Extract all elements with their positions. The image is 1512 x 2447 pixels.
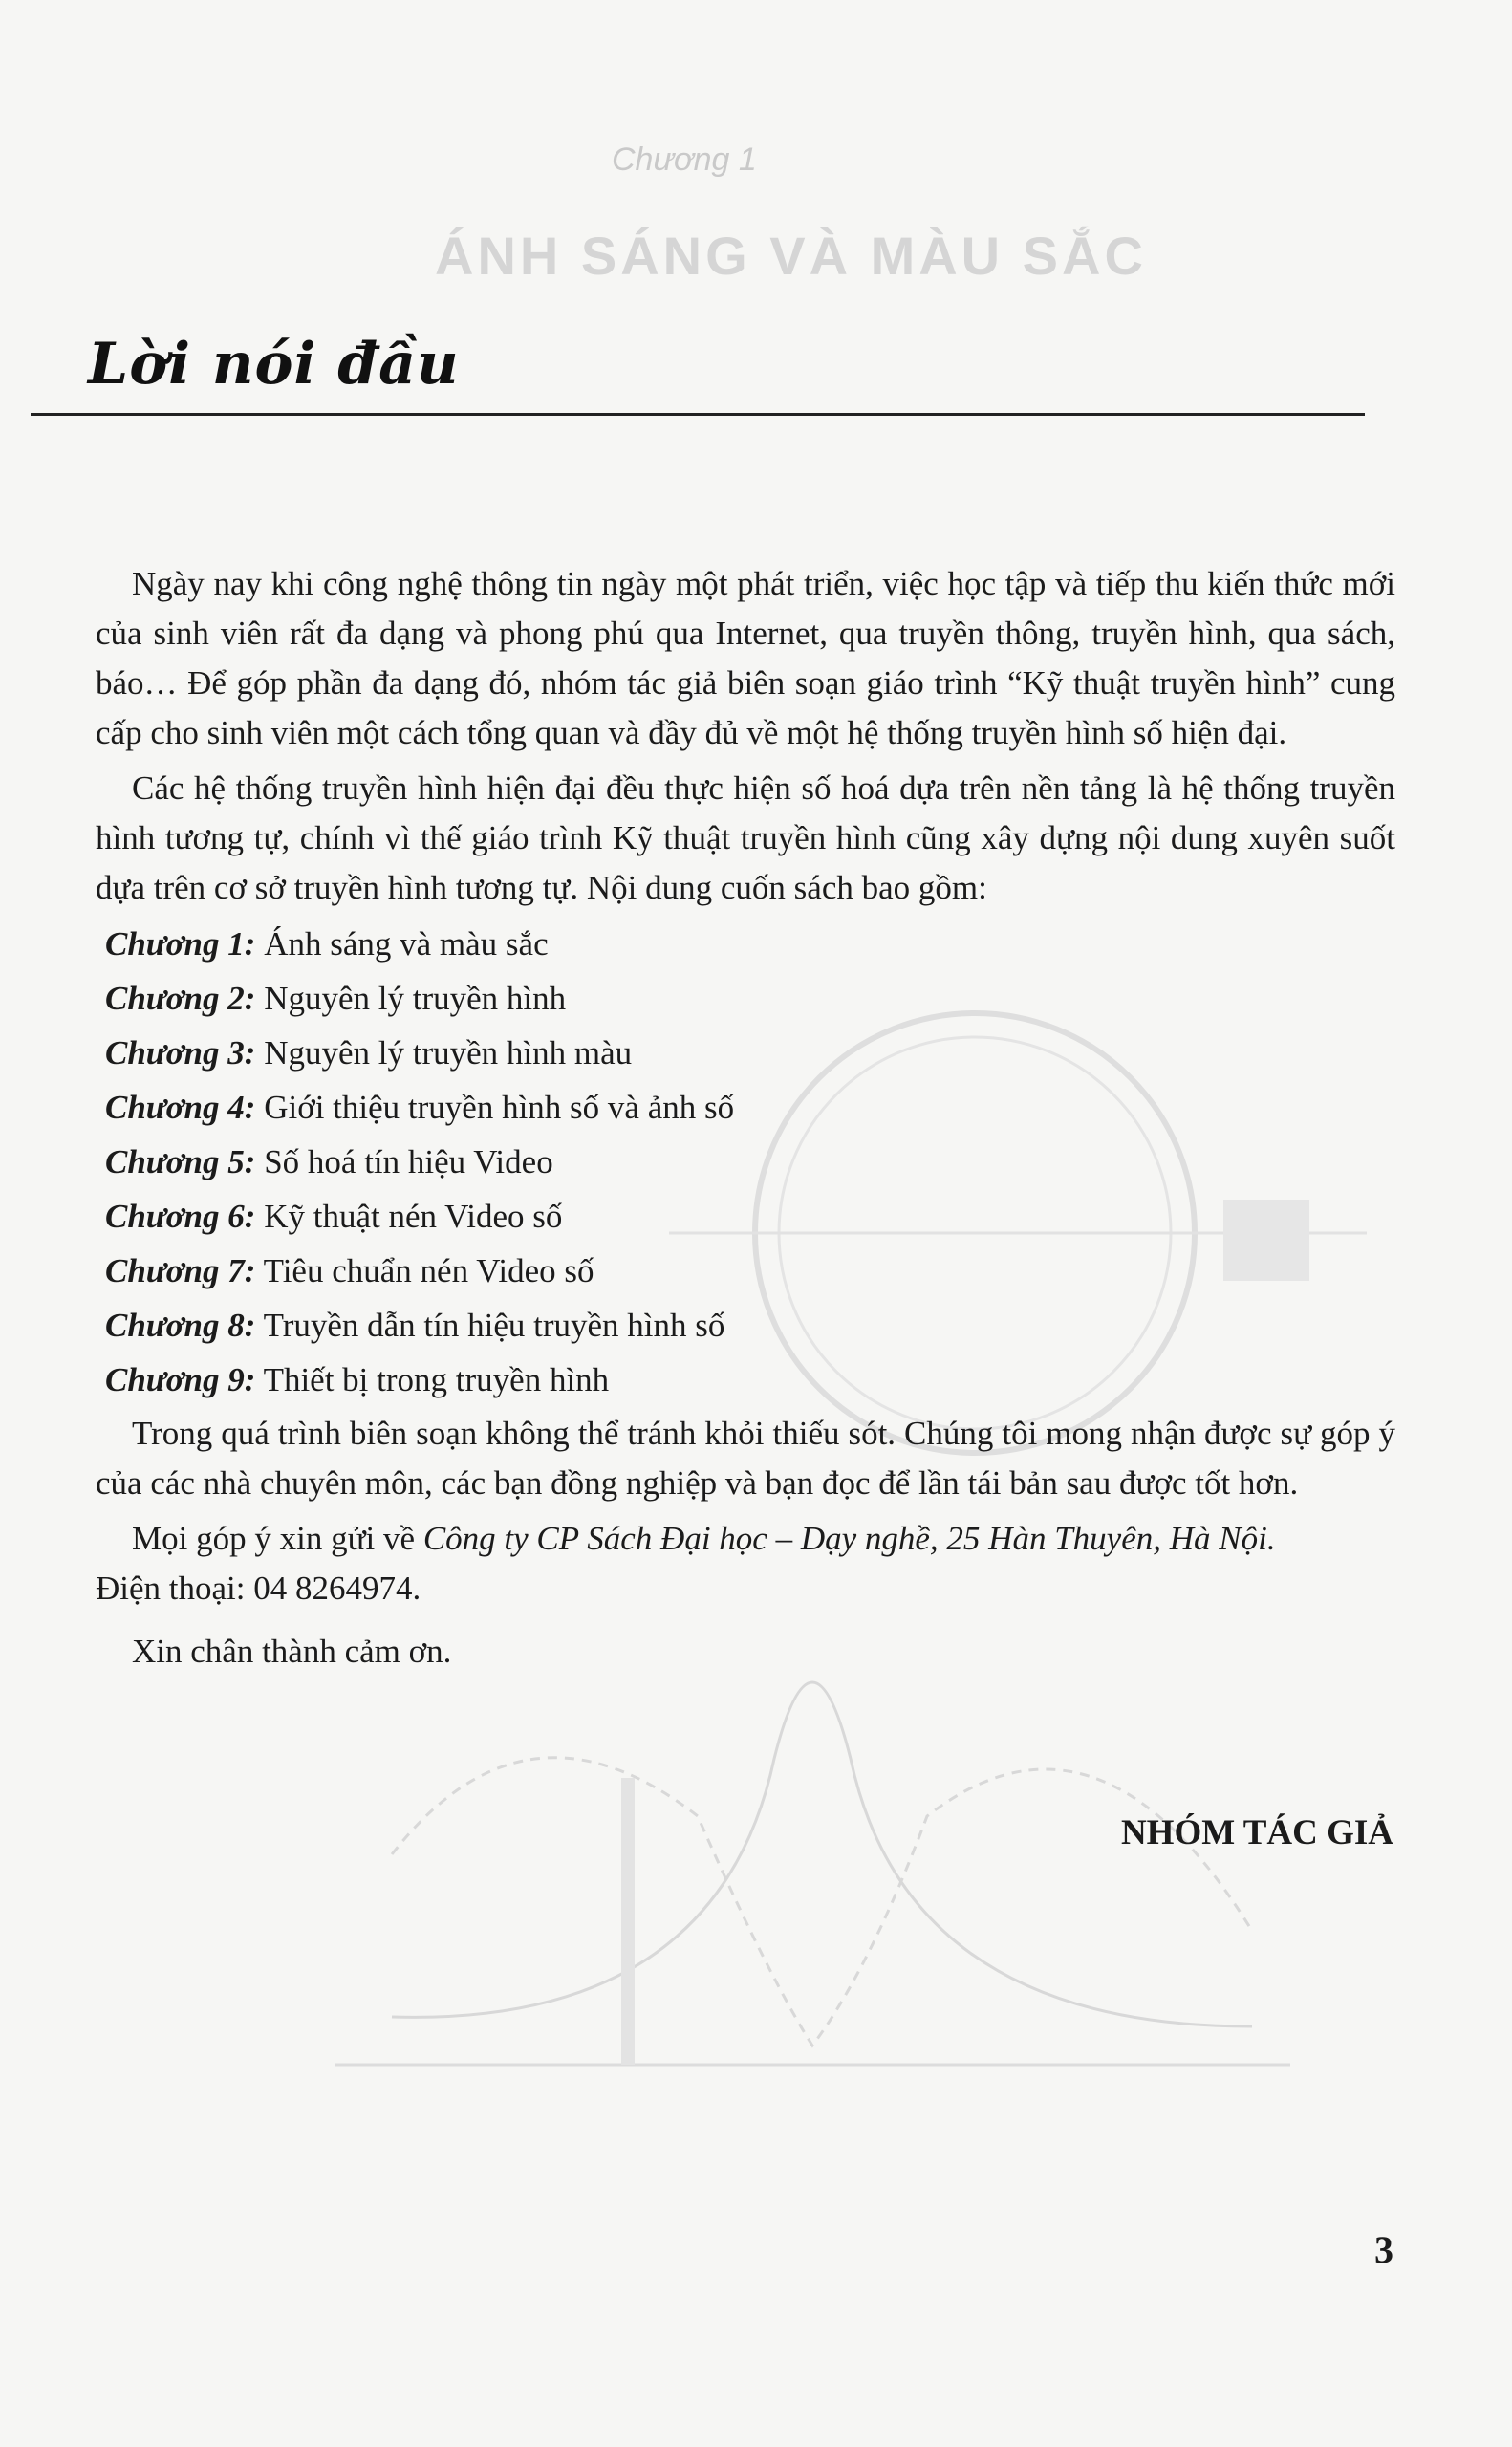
chapter-label: Chương 3:	[105, 1034, 256, 1072]
chapter-label: Chương 4:	[105, 1089, 256, 1126]
contact-prefix: Mọi góp ý xin gửi về	[132, 1520, 423, 1557]
page-number: 3	[1374, 2228, 1393, 2271]
preface-heading: Lời nói đầu	[88, 331, 460, 398]
show-through-chapter: Chương 1	[612, 141, 757, 178]
chapter-title: Thiết bị trong truyền hình	[263, 1361, 610, 1398]
chapter-list	[96, 917, 1395, 1407]
paragraph-thanks: Xin chân thành cảm ơn.	[132, 1633, 452, 1670]
chapter-label: Chương 1:	[105, 925, 256, 963]
chapter-item	[105, 1298, 1395, 1353]
chapter-label: Chương 2:	[105, 980, 256, 1017]
chapter-title: Giới thiệu truyền hình số và ảnh số	[264, 1089, 735, 1126]
chapter-item	[105, 1244, 1395, 1298]
chapter-title: Nguyên lý truyền hình màu	[264, 1034, 633, 1072]
chapter-label: Chương 7:	[105, 1252, 256, 1289]
chapter-item	[105, 1353, 1395, 1407]
contact-phone: Điện thoại: 04 8264974.	[96, 1570, 421, 1607]
chapter-label: Chương 6:	[105, 1198, 256, 1235]
chapter-item	[105, 1189, 1395, 1244]
paragraph-contact	[96, 1514, 1395, 1564]
contact-address: Công ty CP Sách Đại học – Dạy nghề, 25 Hàn Thuyên, Hà Nội.	[422, 1520, 1276, 1557]
chapter-item	[105, 1135, 1395, 1189]
chapter-item	[105, 971, 1395, 1026]
show-through-title: ÁNH SÁNG VÀ MÀU SẮC	[435, 226, 1147, 286]
paragraph-intro: Ngày nay khi công nghệ thông tin ngày một phát triển, việc học tập và tiếp thu kiến thức mới của sinh viên rất đa dạng và phong phú qua Internet, qua truyền thông, truyền hình, qua sách, báo… Để góp phần đa dạng đó, nhóm tác giả biên soạn giáo trình “Kỹ thuật truyền hình” cung cấp cho sinh viên một cách tổng quan và đầy đủ về một hệ thống truyền hình số hiện đại.	[96, 565, 1395, 751]
chapter-item	[105, 917, 1395, 971]
chapter-title: Ánh sáng và màu sắc	[264, 925, 549, 963]
chapter-item	[105, 1080, 1395, 1135]
chapter-title: Truyền dẫn tín hiệu truyền hình số	[263, 1307, 725, 1344]
paragraph-feedback: Trong quá trình biên soạn không thể tránh khỏi thiếu sót. Chúng tôi mong nhận được sự góp ý của các nhà chuyên môn, các bạn đồng nghiệp và bạn đọc để lần tái bản sau được tốt hơn.	[96, 1415, 1395, 1502]
chapter-label: Chương 5:	[105, 1143, 256, 1180]
author-signature: NHÓM TÁC GIẢ	[1120, 1813, 1393, 1852]
chapter-title: Tiêu chuẩn nén Video số	[263, 1252, 594, 1289]
heading-underline	[31, 413, 1365, 416]
chapter-title: Số hoá tín hiệu Video	[264, 1143, 553, 1180]
chapter-item	[105, 1026, 1395, 1080]
preface-body	[96, 559, 1395, 1677]
paragraph-content-overview: Các hệ thống truyền hình hiện đại đều thực hiện số hoá dựa trên nền tảng là hệ thống truyền hình tương tự, chính vì thế giáo trình Kỹ thuật truyền hình cũng xây dựng nội dung xuyên suốt dựa trên cơ sở truyền hình tương tự. Nội dung cuốn sách bao gồm:	[96, 769, 1395, 906]
chapter-label: Chương 8:	[105, 1307, 256, 1344]
chapter-label: Chương 9:	[105, 1361, 256, 1398]
chapter-title: Nguyên lý truyền hình	[264, 980, 567, 1017]
chapter-title: Kỹ thuật nén Video số	[264, 1198, 563, 1235]
